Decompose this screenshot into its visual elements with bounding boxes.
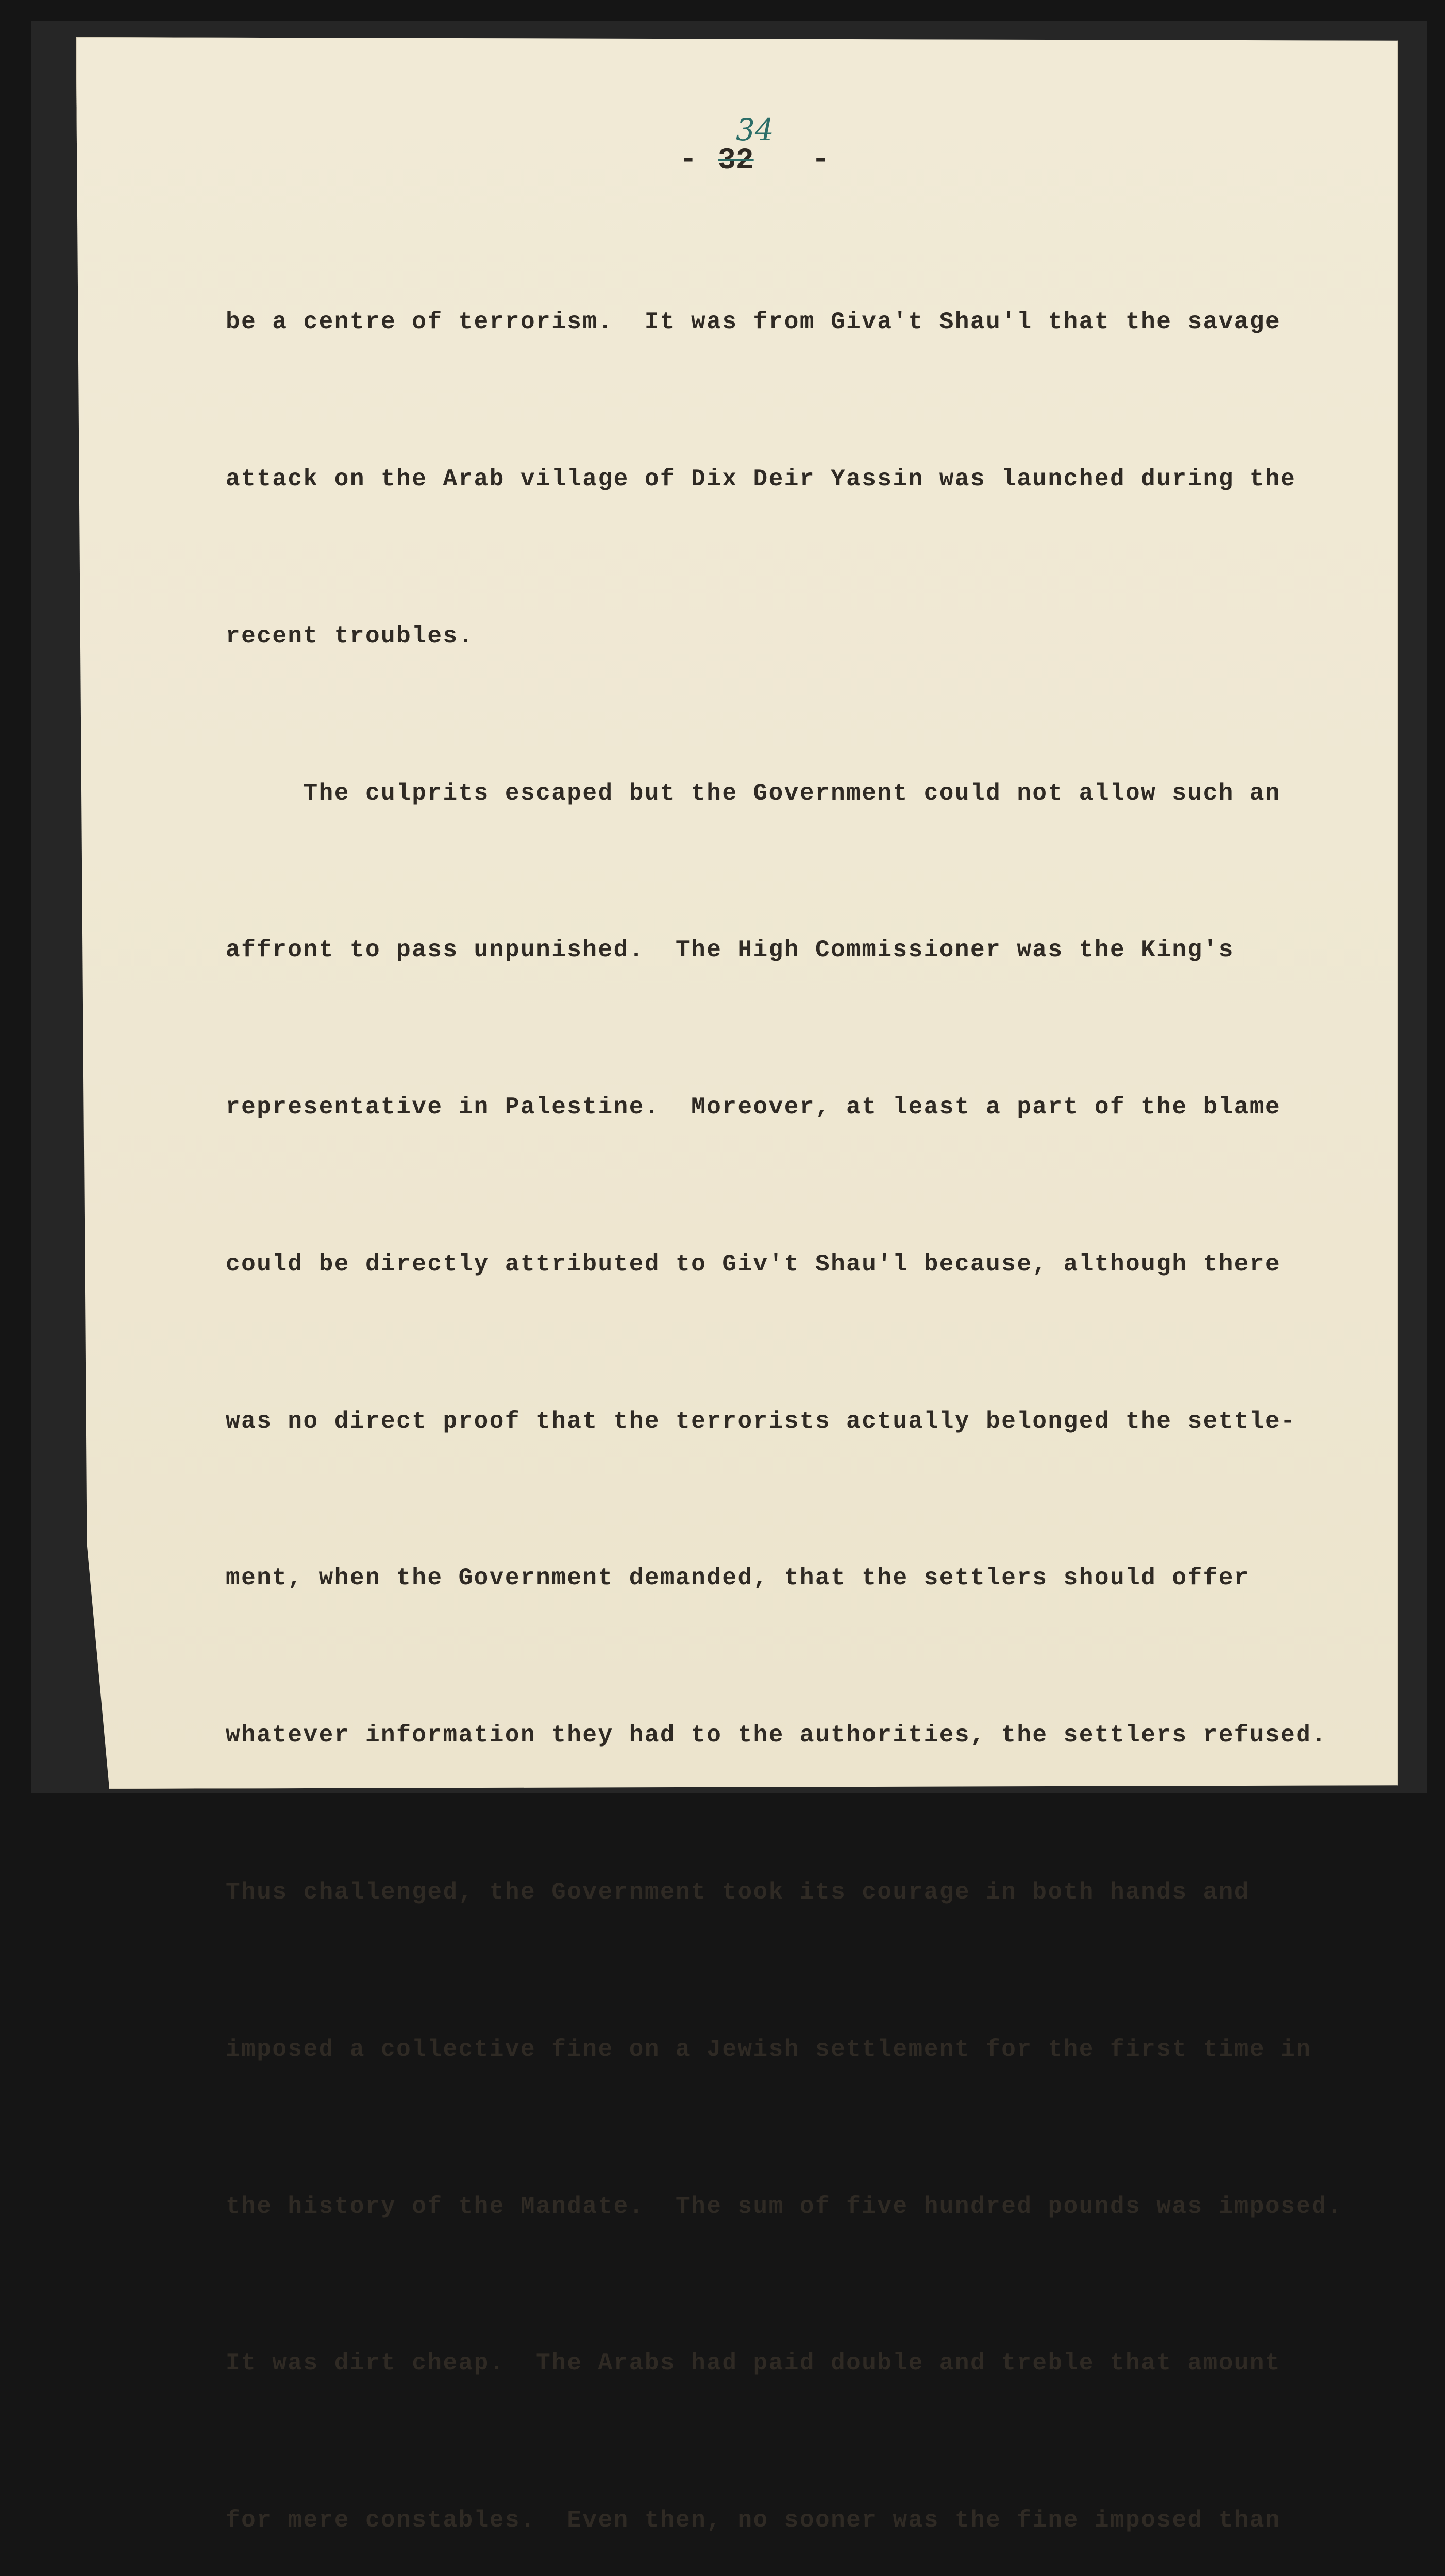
text-line: ment, when the Government demanded, that the settlers should offer xyxy=(226,1565,1250,1592)
page-number-right-dash: - xyxy=(812,143,830,177)
text-line: Thus challenged, the Government took its courage in both hands and xyxy=(226,1879,1250,1906)
text-line: imposed a collective fine on a Jewish settlement for the first time in xyxy=(226,2036,1312,2063)
text-line: be a centre of terrorism. It was from Giva't Shau'l that the savage xyxy=(226,309,1281,336)
text-line: recent troubles. xyxy=(226,622,474,650)
text-line: was no direct proof that the terrorists actually belonged the settle- xyxy=(226,1408,1297,1435)
text-line: for mere constables. Even then, no sooner was the fine imposed than xyxy=(226,2507,1281,2534)
text-line: could be directly attributed to Giv't Shau'l because, although there xyxy=(226,1250,1281,1278)
text-line: The culprits escaped but the Government could not allow such an xyxy=(226,779,1281,807)
text-line: representative in Palestine. Moreover, at least a part of the blame xyxy=(226,1094,1281,1121)
text-line: attack on the Arab village of Dix Deir Yassin was launched during the xyxy=(226,465,1297,493)
page-number xyxy=(670,107,830,179)
handwritten-page-number: 34 xyxy=(736,112,774,147)
struck-page-number: 32 xyxy=(718,144,754,178)
text-line: the history of the Mandate. The sum of five hundred pounds was imposed. xyxy=(226,2193,1343,2220)
page-number-left-dash: - xyxy=(679,143,697,177)
text-line: whatever information they had to the authorities, the settlers refused. xyxy=(226,1722,1328,1749)
typed-body-text xyxy=(226,192,1370,2576)
text-line: affront to pass unpunished. The High Commissioner was the King's xyxy=(226,937,1234,964)
text-line: It was dirt cheap. The Arabs had paid double and treble that amount xyxy=(226,2350,1281,2377)
